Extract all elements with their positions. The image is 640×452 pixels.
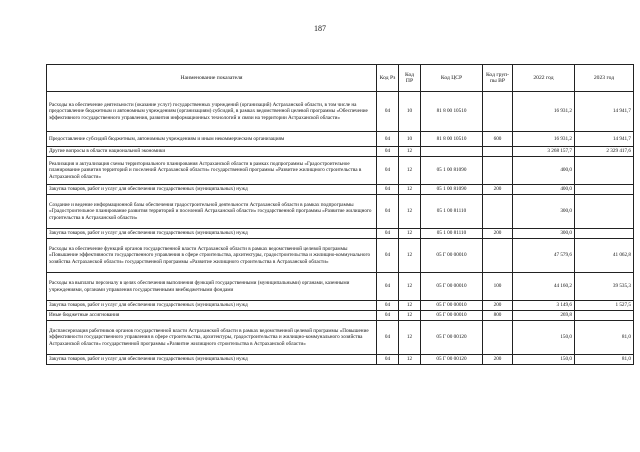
row-rz: 04 [377, 355, 399, 365]
row-rz: 04 [377, 92, 399, 132]
row-csr: 05 Г 00 00120 [421, 321, 483, 355]
row-csr: 05 1 00 81090 [421, 157, 483, 185]
row-name: Расходы на выплаты персоналу в целях обеспечения выполнения функций государственными (муниципальными) органами, казенными учреждениями, органами управления государственными внебюджетными фондами [47, 273, 377, 301]
row-pr: 12 [399, 321, 421, 355]
row-2022: 300,0 [513, 229, 575, 239]
row-pr: 10 [399, 132, 421, 147]
row-pr: 12 [399, 229, 421, 239]
row-pr: 12 [399, 355, 421, 365]
row-rz: 04 [377, 195, 399, 229]
row-csr [421, 147, 483, 157]
row-rz: 04 [377, 273, 399, 301]
row-name: Создание и ведение информационной базы обеспечения градостроительной деятельности Астраханской области в рамках подпрограммы «Градостроительное планирование развития территорий и поселений Астраханской области» государственной программы «Развитие жилищного строительства в Астраханской области» [47, 195, 377, 229]
row-rz: 04 [377, 147, 399, 157]
table-row [47, 311, 634, 321]
row-2022: 400,0 [513, 157, 575, 185]
row-vr [483, 321, 513, 355]
row-csr: 81 8 00 10510 [421, 92, 483, 132]
row-2023: 81,0 [575, 355, 634, 365]
row-vr [483, 195, 513, 229]
row-csr: 05 Г 00 00010 [421, 311, 483, 321]
row-vr: 200 [483, 185, 513, 195]
row-2022: 150,0 [513, 355, 575, 365]
row-name: Предоставление субсидий бюджетным, автономным учреждениям и иным некоммерческим организациям [47, 132, 377, 147]
row-2023: 14 941,7 [575, 92, 634, 132]
table-row [47, 132, 634, 147]
header-rz: Код Рз [377, 65, 399, 92]
row-csr: 05 1 00 81090 [421, 185, 483, 195]
table-row [47, 185, 634, 195]
row-csr: 05 Г 00 00010 [421, 273, 483, 301]
row-rz: 04 [377, 132, 399, 147]
row-rz: 04 [377, 311, 399, 321]
table-header-row [47, 65, 634, 92]
row-2023 [575, 229, 634, 239]
header-2023: 2023 год [575, 65, 634, 92]
table-row [47, 147, 634, 157]
row-name: Другие вопросы в области национальной экономики [47, 147, 377, 157]
row-pr: 12 [399, 239, 421, 273]
row-2022: 269,8 [513, 311, 575, 321]
table-row [47, 195, 634, 229]
row-2023 [575, 185, 634, 195]
row-name: Расходы на обеспечение функций органов государственной власти Астраханской области в рамках ведомственной целевой программы «Повышение эффективности государственного управления в сфере строительства, архитектуры, градостроительства и жилищно-коммунального хозяйства Астраханской области» государственной программы «Развитие жилищного строительства в Астраханской области» [47, 239, 377, 273]
row-2022: 150,0 [513, 321, 575, 355]
row-pr: 12 [399, 301, 421, 311]
header-pr: Код ПР [399, 65, 421, 92]
row-2022: 3 149,6 [513, 301, 575, 311]
row-rz: 04 [377, 229, 399, 239]
row-rz: 04 [377, 239, 399, 273]
row-2023 [575, 157, 634, 185]
table-row [47, 273, 634, 301]
row-2022: 3 268 157,7 [513, 147, 575, 157]
row-2022: 47 579,6 [513, 239, 575, 273]
row-pr: 12 [399, 185, 421, 195]
page-number: 187 [314, 24, 326, 33]
row-vr: 200 [483, 355, 513, 365]
row-vr: 600 [483, 132, 513, 147]
row-rz: 04 [377, 321, 399, 355]
row-2022: 300,0 [513, 195, 575, 229]
row-pr: 12 [399, 157, 421, 185]
row-2023: 39 535,3 [575, 273, 634, 301]
row-name: Закупка товаров, работ и услуг для обеспечения государственных (муниципальных) нужд [47, 229, 377, 239]
budget-table [46, 64, 634, 365]
row-pr: 12 [399, 311, 421, 321]
row-csr: 05 1 00 81110 [421, 195, 483, 229]
row-2022: 16 931,2 [513, 92, 575, 132]
table-row [47, 157, 634, 185]
table-row [47, 355, 634, 365]
row-name: Закупка товаров, работ и услуг для обеспечения государственных (муниципальных) нужд [47, 185, 377, 195]
row-name: Закупка товаров, работ и услуг для обеспечения государственных (муниципальных) нужд [47, 301, 377, 311]
header-csr: Код ЦСР [421, 65, 483, 92]
row-2023: 41 062,8 [575, 239, 634, 273]
header-2022: 2022 год [513, 65, 575, 92]
table-row [47, 229, 634, 239]
table-row [47, 239, 634, 273]
row-name: Реализация и актуализация схемы территориального планирования Астраханской области в рамках подпрограммы «Градостроительное планирование развития территорий и поселений Астраханской области» государственной программы «Развитие жилищного строительства в Астраханской области» [47, 157, 377, 185]
row-vr [483, 157, 513, 185]
row-csr: 05 Г 00 00010 [421, 239, 483, 273]
row-csr: 81 8 00 10510 [421, 132, 483, 147]
table-row [47, 92, 634, 132]
table-row [47, 301, 634, 311]
row-name: Иные бюджетные ассигнования [47, 311, 377, 321]
row-vr: 100 [483, 273, 513, 301]
row-vr [483, 92, 513, 132]
row-vr: 200 [483, 301, 513, 311]
row-rz: 04 [377, 301, 399, 311]
table-row [47, 321, 634, 355]
row-csr: 05 Г 00 00120 [421, 355, 483, 365]
row-2022: 400,0 [513, 185, 575, 195]
row-2023: 2 329 417,6 [575, 147, 634, 157]
row-2022: 44 160,2 [513, 273, 575, 301]
row-rz: 04 [377, 185, 399, 195]
row-name: Диспансеризация работников органов государственной власти Астраханской области в рамках ведомственной целевой программы «Повышение эффективности государственного управления в сфере строительства, архитектуры, градостроительства и жилищно-коммунального хозяйства Астраханской области» государственной программы «Развитие жилищного строительства в Астраханской области» [47, 321, 377, 355]
row-vr [483, 147, 513, 157]
header-name: Наименование показателя [47, 65, 377, 92]
row-2023: 14 941,7 [575, 132, 634, 147]
row-rz: 04 [377, 157, 399, 185]
row-2023: 1 527,5 [575, 301, 634, 311]
row-pr: 10 [399, 92, 421, 132]
row-name: Расходы на обеспечение деятельности (оказание услуг) государственных учреждений (организаций) Астраханской области, в том числе на предоставление бюджетным и автономным учреждениям (организациям) субсидий, в рамках ведомственной целевой программы «Обеспечение эффективного государственного управления, развития информационных технологий и связи на территории Астраханской области» [47, 92, 377, 132]
row-2022: 16 931,2 [513, 132, 575, 147]
row-vr: 800 [483, 311, 513, 321]
row-2023 [575, 311, 634, 321]
row-name: Закупка товаров, работ и услуг для обеспечения государственных (муниципальных) нужд [47, 355, 377, 365]
row-vr: 200 [483, 229, 513, 239]
row-vr [483, 239, 513, 273]
row-2023 [575, 195, 634, 229]
row-2023: 81,0 [575, 321, 634, 355]
row-pr: 12 [399, 273, 421, 301]
row-pr: 12 [399, 195, 421, 229]
header-vr: Код груп-пы ВР [483, 65, 513, 92]
row-pr: 12 [399, 147, 421, 157]
row-csr: 05 1 00 81110 [421, 229, 483, 239]
row-csr: 05 Г 00 00010 [421, 301, 483, 311]
